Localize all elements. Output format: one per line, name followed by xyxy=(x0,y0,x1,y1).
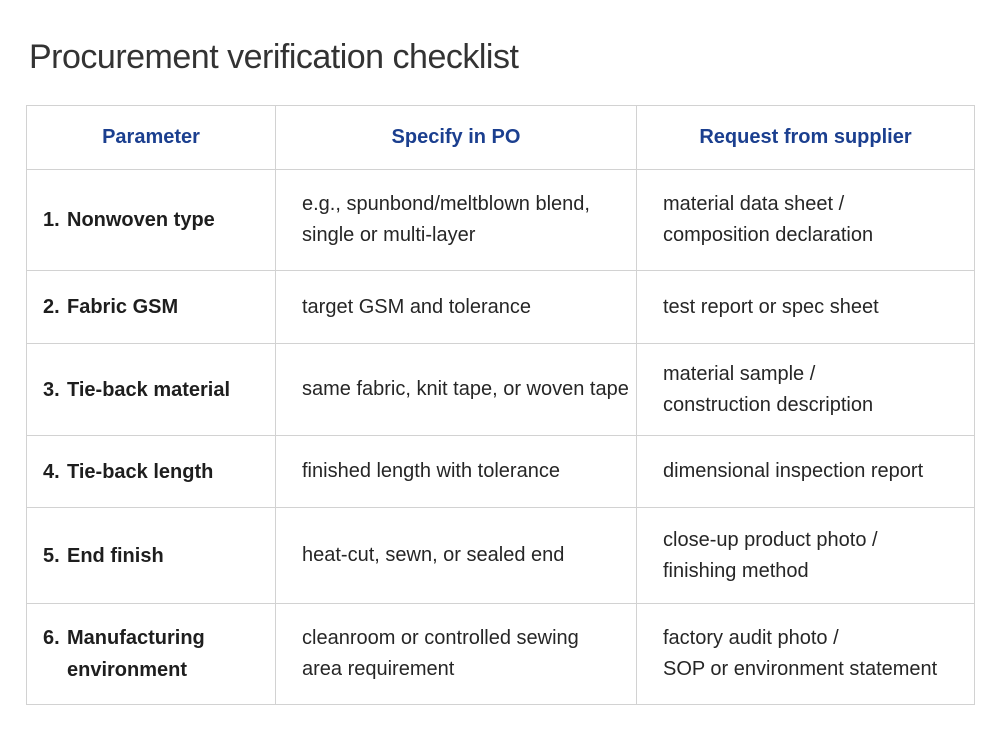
table-row xyxy=(27,170,975,271)
po-text: e.g., spunbond/meltblown blend, xyxy=(302,193,590,215)
table-row xyxy=(27,436,975,508)
parameter-cell xyxy=(27,604,276,705)
checklist-table xyxy=(26,105,975,705)
po-cell xyxy=(276,271,637,344)
request-text: composition declaration xyxy=(663,224,874,246)
request-text: construction description xyxy=(663,393,874,416)
request-cell xyxy=(637,170,975,271)
parameter-cell xyxy=(27,170,276,271)
row-number: 3. xyxy=(43,378,60,401)
po-text: finished length with tolerance xyxy=(302,460,560,482)
request-text: finishing method xyxy=(663,559,809,582)
request-text: dimensional inspection report xyxy=(663,460,924,482)
request-text: factory audit photo / xyxy=(663,627,839,649)
request-cell xyxy=(637,604,975,705)
parameter-text: Nonwoven type xyxy=(67,209,215,231)
parameter-text: Tie-back material xyxy=(67,378,231,401)
po-text: target GSM and tolerance xyxy=(302,295,532,318)
po-cell xyxy=(276,604,637,705)
request-text: test report or spec sheet xyxy=(663,295,879,318)
row-number: 4. xyxy=(43,460,60,483)
parameter-text: environment xyxy=(67,659,188,681)
po-cell xyxy=(276,436,637,508)
row-number: 2. xyxy=(43,296,60,318)
po-cell xyxy=(276,508,637,604)
parameter-cell xyxy=(27,436,276,508)
request-cell xyxy=(637,508,975,604)
header-request-from-supplier: Request from supplier xyxy=(637,106,975,170)
table-row xyxy=(27,344,975,436)
page-title: Procurement verification checklist xyxy=(29,38,519,76)
table-row xyxy=(27,271,975,344)
header-row xyxy=(27,106,975,170)
po-cell xyxy=(276,170,637,271)
request-text: SOP or environment statement xyxy=(663,658,938,680)
parameter-text: End finish xyxy=(67,544,164,567)
request-cell xyxy=(637,344,975,436)
header-specify-in-po: Specify in PO xyxy=(276,106,637,170)
row-number: 6. xyxy=(43,627,60,649)
request-text: close-up product photo / xyxy=(663,528,878,551)
request-text: material data sheet / xyxy=(663,193,845,215)
po-text: area requirement xyxy=(302,658,455,680)
po-text: single or multi-layer xyxy=(302,224,476,246)
row-number: 1. xyxy=(43,209,60,231)
request-cell xyxy=(637,436,975,508)
po-text: heat-cut, sewn, or sealed end xyxy=(302,544,565,566)
request-text: material sample / xyxy=(663,362,816,385)
table-row xyxy=(27,604,975,705)
po-text: same fabric, knit tape, or woven tape xyxy=(302,378,629,400)
request-cell xyxy=(637,271,975,344)
parameter-cell xyxy=(27,344,276,436)
po-text: cleanroom or controlled sewing xyxy=(302,627,579,649)
parameter-cell xyxy=(27,271,276,344)
parameter-text: Fabric GSM xyxy=(67,296,179,318)
parameter-text: Manufacturing xyxy=(67,627,205,649)
parameter-text: Tie-back length xyxy=(67,460,214,483)
po-cell xyxy=(276,344,637,436)
parameter-cell xyxy=(27,508,276,604)
row-number: 5. xyxy=(43,544,60,567)
table-row xyxy=(27,508,975,604)
header-parameter: Parameter xyxy=(27,106,276,170)
